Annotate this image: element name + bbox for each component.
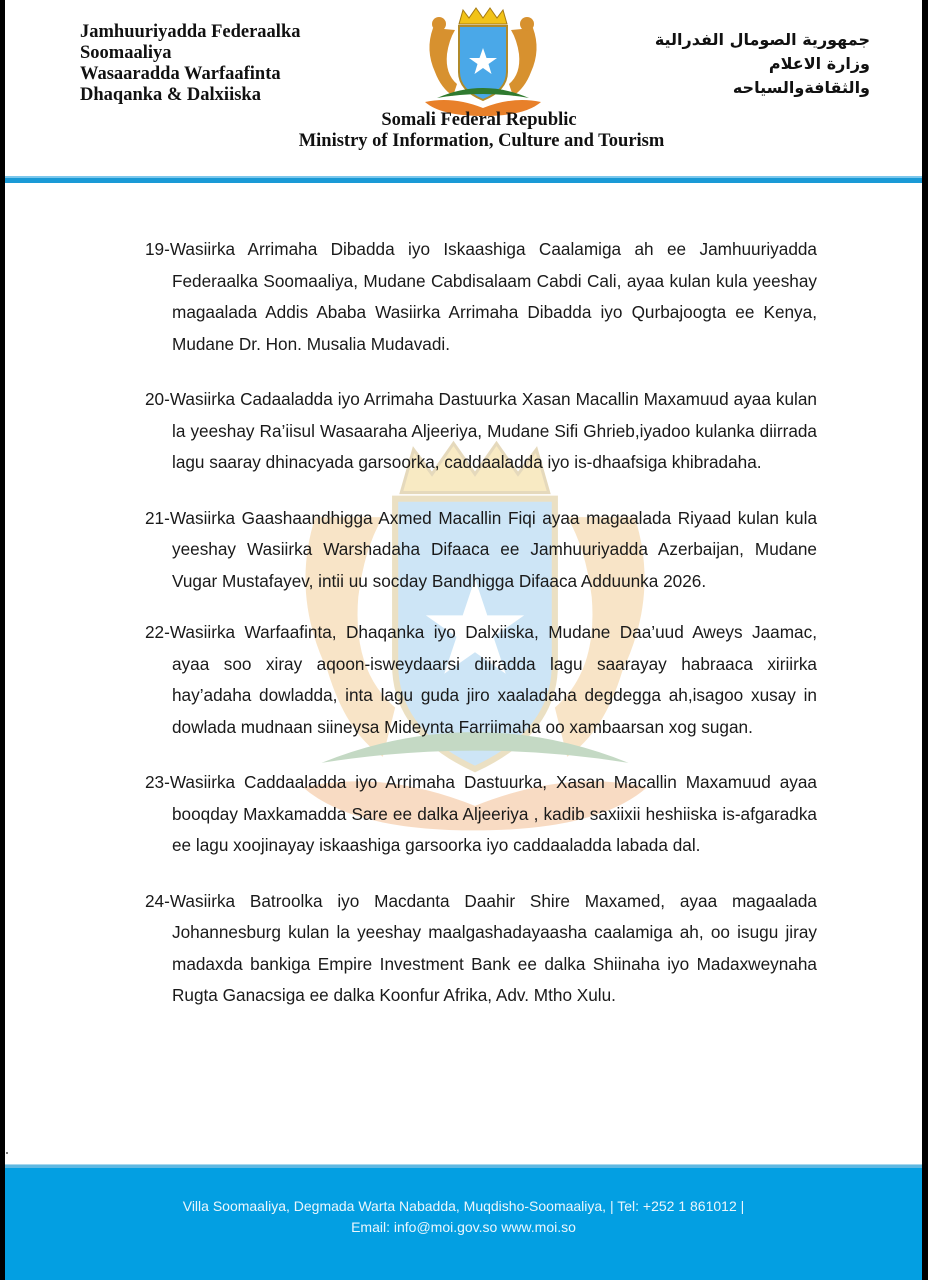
somali-line: Soomaaliya [80, 43, 172, 63]
header-divider [5, 176, 922, 183]
footer-address: Villa Soomaaliya, Degmada Warta Nabadda, Muqdisho-Soomaaliya, | Tel: +252 1 861012 | [182, 1198, 745, 1214]
somali-ministry-name [80, 22, 300, 106]
footer-band [5, 1168, 922, 1280]
arabic-line: وزارة الاعلام [768, 54, 870, 73]
english-line: Somali Federal Republic [381, 110, 577, 130]
news-item-21: 21-Wasiirka Gaashaandhigga Axmed Macallin Fiqi ayaa magaalada Riyaad kulan kula yeeshay Wasiirka Warshadaha Difaaca ee Jamhuuriyadda Azerbaijan, Mudane Vugar Mustafayev, intii uu socday Bandhigga Difaaca Adduunka 2026. [145, 507, 817, 591]
news-item-24: 24-Wasiirka Batroolka iyo Macdanta Daahir Shire Maxamed, ayaa magaalada Johannesburg kulan la yeeshay maalgashadayaasha caalamiga ah, oo isugu jiray madaxda bankiga Empire Investment Bank ee dalka Shiinaha iyo Madaxweynaha Rugta Ganacsiga ee dalka Koonfur Afrika, Adv. Mtho Xulu. [145, 890, 817, 1005]
english-ministry-name [5, 110, 922, 152]
arabic-line: جمهورية الصومال الفدرالية [654, 30, 870, 49]
news-item-20: 20-Wasiirka Cadaaladda iyo Arrimaha Dastuurka Xasan Macallin Maxamuud ayaa kulan la yeeshay Ra’iisul Wasaaraha Aljeeriya, Mudane Sifi Ghrieb,iyadoo kulanka diirrada lagu saaray dhinacyada garsoorka, caddaaladda iyo is-dhaafsiga khibradaha. [145, 389, 817, 472]
news-item-22: 22-Wasiirka Warfaafinta, Dhaqanka iyo Dalxiiska, Mudane Daa’uud Aweys Jaamac, ayaa soo xiray aqoon-isweydaarsi diiradda lagu saarayay habraaca xiriirka hay’adaha dowladda, inta lagu guda jiro xaaladaha degdegga ah,isagoo xusay in dowlada mudnaan siineysa Mideynta Farriimaha oo xambaarsan xog sugan. [145, 622, 817, 737]
coat-of-arms-emblem-icon [413, 6, 553, 118]
news-item-19: 19-Wasiirka Arrimaha Dibadda iyo Iskaashiga Caalamiga ah ee Jamhuuriyadda Federaalka Soomaaliya, Mudane Cabdisalaam Cabdi Cali, ayaa kulan kula yeeshay magaalada Addis Ababa Wasiirka Arrimaha Dibadda iyo Qurbajoogta ee Kenya, Mudane Dr. Hon. Musalia Mudavadi. [145, 239, 817, 354]
arabic-line: والثقافةوالسياحه [732, 78, 870, 97]
footer-contact: Email: info@moi.gov.so www.moi.so [351, 1219, 576, 1235]
somali-line: Jamhuuriyadda Federaalka [80, 22, 301, 42]
scan-speck [6, 1152, 8, 1154]
press-release-body [145, 234, 817, 1036]
news-item-23: 23-Wasiirka Caddaaladda iyo Arrimaha Dastuurka, Xasan Macallin Maxamuud ayaa booqday Maxkamadda Sare ee dalka Aljeeriya , kadib saxiixii heshiiska is-afgaradka ee lagu xoojinayay iskaashiga garsoorka iyo caddaaladda labada dal. [145, 772, 817, 855]
english-line: Ministry of Information, Culture and Tourism [298, 131, 665, 151]
letterhead-page [5, 0, 922, 1280]
arabic-ministry-name [655, 28, 870, 100]
somali-line: Dhaqanka & Dalxiiska [80, 85, 261, 105]
somali-line: Wasaaradda Warfaafinta [80, 64, 281, 84]
